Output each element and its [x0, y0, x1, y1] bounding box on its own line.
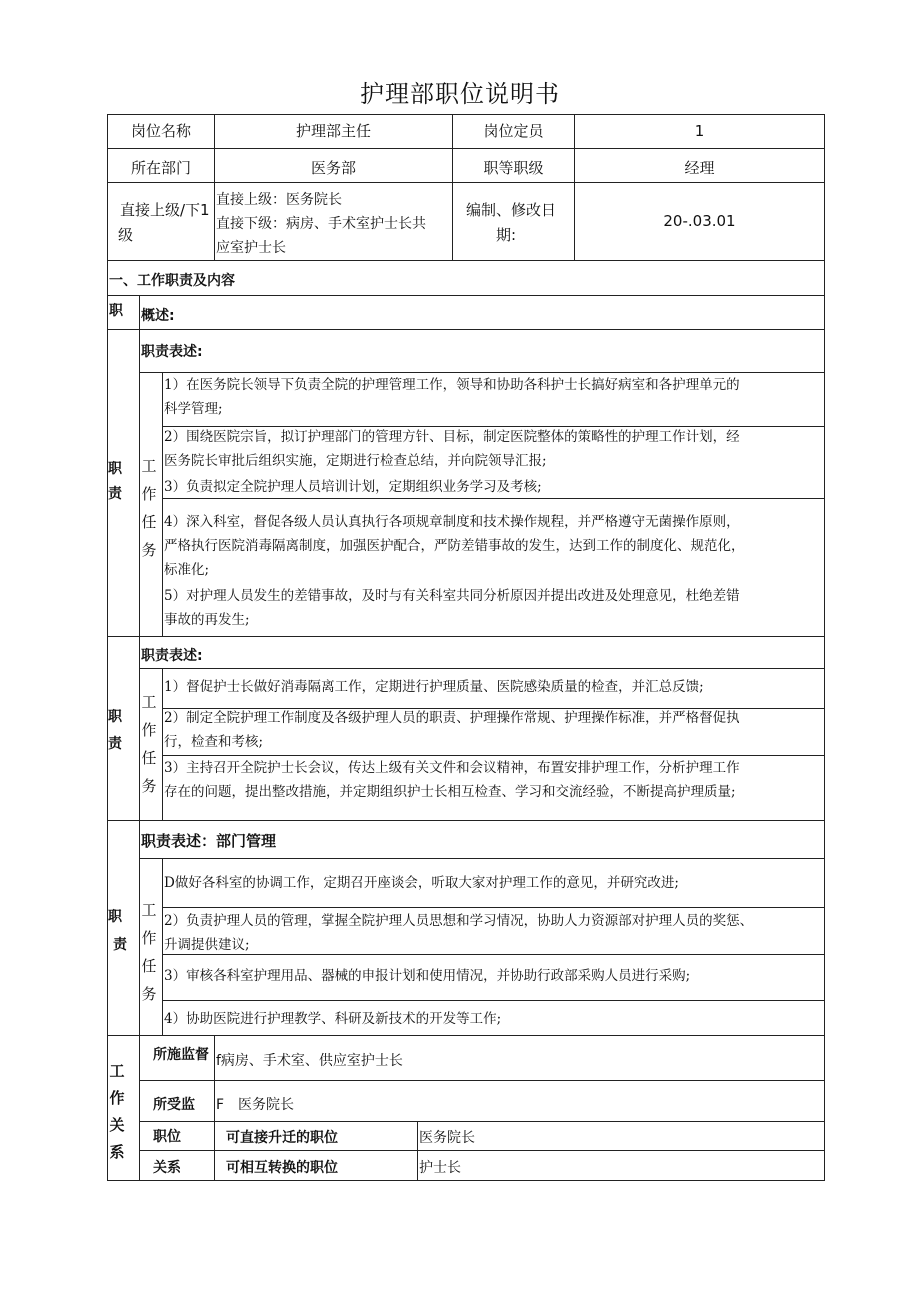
duty-3-item-2-line-1: 2）负责护理人员的管理，掌握全院护理人员思想和学习情况，协助人力资源部对护理人员的奖惩、: [164, 913, 754, 929]
promote-value: 医务院长: [419, 1130, 475, 1146]
duty-heading-2: 职责表述:: [141, 648, 203, 664]
superior-label-line1: 直接上级/下1: [120, 201, 210, 219]
rotate-label: 可相互转换的职位: [226, 1160, 338, 1176]
overview-side-label: 职: [109, 303, 123, 319]
duty-1-item-4-line-3: 标准化;: [164, 562, 210, 578]
grade-label: 职等职级: [483, 159, 544, 177]
duty-1-item-1-line-2: 科学管理;: [164, 401, 223, 417]
overview-label: 概述:: [141, 308, 175, 324]
supervised-by-value: F 医务院长: [216, 1097, 295, 1113]
task-label-1: 工作任务: [141, 457, 157, 559]
task-label-3: 工作任务: [141, 901, 157, 1003]
duty-1-item-4-line-2: 严格执行医院消毒隔离制度，加强医护配合，严防差错事故的发生，达到工作的制度化、规范化，: [164, 538, 745, 554]
task-label-2: 工作任务: [141, 693, 157, 795]
department-value: 医务部: [310, 159, 356, 177]
duty-heading-3: 职责表述：部门管理: [141, 832, 277, 850]
supervised-by-label: 所受监: [153, 1097, 195, 1113]
date-value: 20-.03.01: [663, 212, 736, 230]
subordinate-line: 直接下级：病房、手术室护士长共: [216, 216, 426, 232]
duty-side-bottom-1: 责: [108, 486, 122, 502]
rotate-value: 护士长: [419, 1160, 461, 1176]
headcount-label: 岗位定员: [483, 122, 544, 140]
duty-1-item-5-line-2: 事故的再发生;: [164, 612, 250, 628]
superior-line: 直接上级：医务院长: [216, 192, 342, 208]
position-name-label: 岗位名称: [130, 122, 191, 140]
page-title: 护理部职位说明书: [360, 80, 560, 108]
duty-1-item-5-line-1: 5）对护理人员发生的差错事故，及时与有关科室共同分析原因并提出改进及处理意见，杜绝差错: [164, 588, 740, 604]
duty-side-bottom-2: 责: [108, 736, 122, 752]
subordinate-line-cont: 应室护士长: [216, 240, 286, 256]
duty-heading-1: 职责表述:: [141, 344, 203, 360]
duty-1-item-4-line-1: 4）深入科室，督促各级人员认真执行各项规章制度和技术操作规程，并严格遵守无菌操作原则，: [164, 514, 740, 530]
duty-2-item-2-line-2: 行，检查和考核;: [164, 734, 264, 750]
duty-1-item-2-line-2: 医务院长审批后组织实施，定期进行检查总结，并向院领导汇报;: [164, 453, 547, 469]
duty-2-item-1: 1）督促护士长做好消毒隔离工作，定期进行护理质量、医院感染质量的检查，并汇总反馈;: [164, 679, 704, 695]
duty-1-item-3: 3）负责拟定全院护理人员培训计划，定期组织业务学习及考核;: [164, 479, 542, 495]
duty-2-item-3-line-2: 存在的问题，提出整改措施，并定期组织护士长相互检查、学习和交流经验，不断提高护理质量;: [164, 784, 736, 800]
headcount-value: 1: [694, 122, 705, 140]
date-label-line1: 编制、修改日: [466, 201, 557, 219]
duty-side-top-1: 职: [108, 461, 122, 477]
duty-3-item-3: 3）审核各科室护理用品、器械的申报计划和使用情况，并协助行政部采购人员进行采购;: [164, 968, 691, 984]
duty-side-top-2: 职: [108, 709, 122, 725]
department-label: 所在部门: [130, 159, 191, 177]
supervises-label: 所施监督: [153, 1047, 209, 1063]
career-label-top: 职位: [153, 1129, 181, 1145]
duty-side-top-3: 职: [108, 909, 122, 925]
grade-value: 经理: [684, 159, 715, 177]
promote-label: 可直接升迁的职位: [226, 1130, 338, 1146]
relations-side-label: 工作关系: [109, 1062, 125, 1161]
duty-3-item-2-line-2: 升调提供建议;: [164, 937, 250, 953]
supervises-value: f病房、手术室、供应室护士长: [216, 1053, 403, 1069]
duty-side-bottom-3: 责: [113, 937, 127, 953]
duty-2-item-2-line-1: 2）制定全院护理工作制度及各级护理人员的职责、护理操作常规、护理操作标准，并严格督促执: [164, 710, 740, 726]
section-title: 一、工作职责及内容: [109, 273, 235, 289]
date-label-line2: 期:: [496, 226, 517, 244]
duty-1-item-2-line-1: 2）围绕医院宗旨，拟订护理部门的管理方针、目标，制定医院整体的策略性的护理工作计划，经: [164, 429, 740, 445]
duty-1-item-1-line-1: 1）在医务院长领导下负责全院的护理管理工作，领导和协助各科护士长搞好病室和各护理单元的: [164, 377, 740, 393]
position-name-value: 护理部主任: [295, 122, 371, 140]
superior-label-line2: 级: [118, 226, 134, 244]
career-label-bottom: 关系: [153, 1160, 181, 1176]
duty-3-item-1: D做好各科室的协调工作，定期召开座谈会，听取大家对护理工作的意见，并研究改进;: [164, 875, 679, 891]
duty-3-item-4: 4）协助医院进行护理教学、科研及新技术的开发等工作;: [164, 1011, 502, 1027]
duty-2-item-3-line-1: 3）主持召开全院护士长会议，传达上级有关文件和会议精神，布置安排护理工作，分析护理工作: [164, 760, 740, 776]
